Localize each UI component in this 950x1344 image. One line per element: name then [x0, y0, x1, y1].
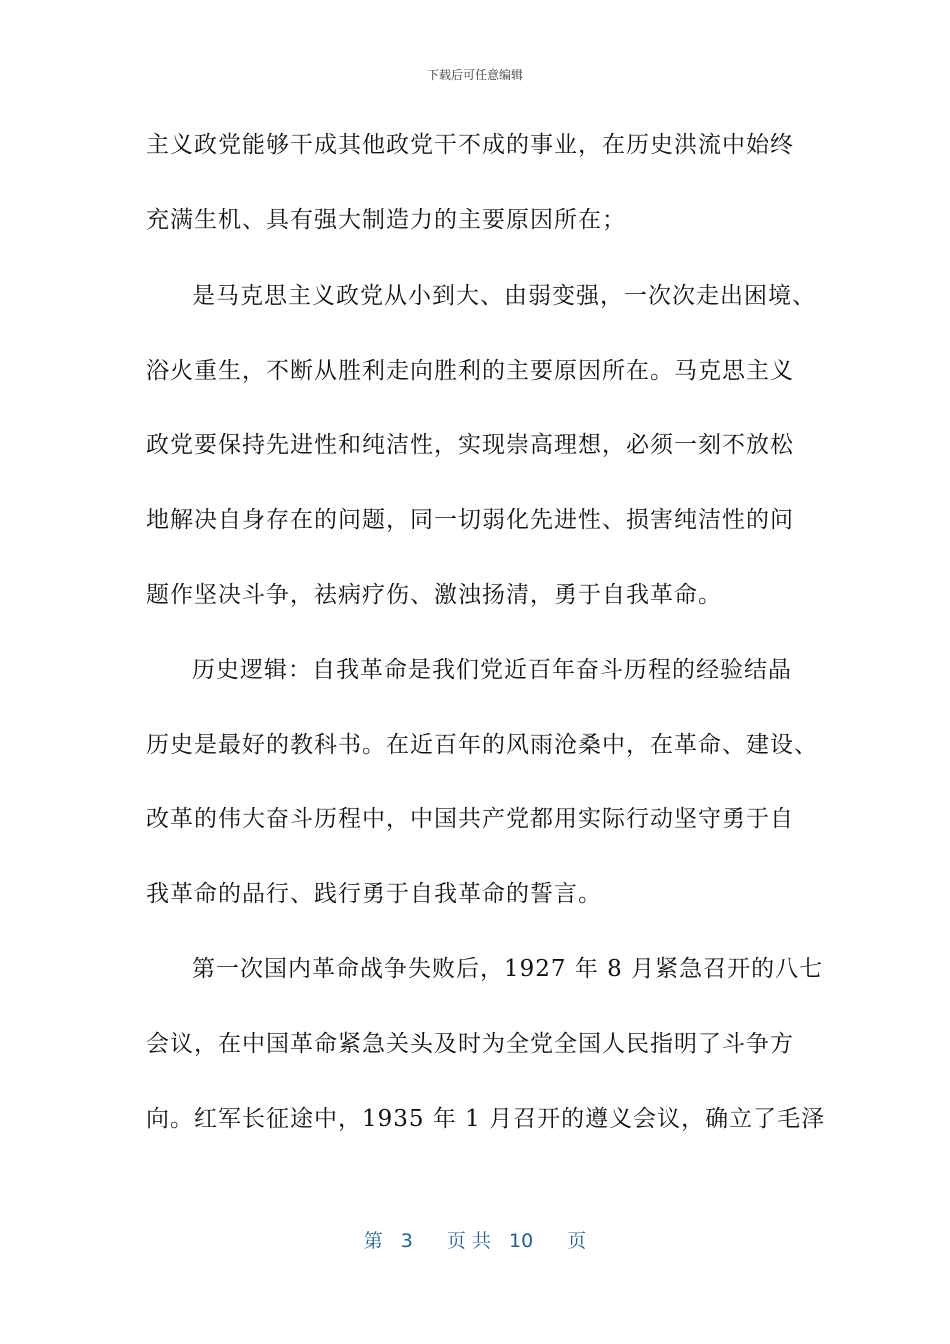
text-line: 主义政党能够干成其他政党干不成的事业，在历史洪流中始终 — [146, 132, 794, 158]
page-footer — [0, 1226, 950, 1253]
current-page-number: 3 — [400, 1230, 413, 1252]
text-line: 我革命的品行、践行勇于自我革命的誓言。 — [146, 881, 602, 907]
text-line: 政党要保持先进性和纯洁性，实现崇高理想，必须一刻不放松 — [146, 432, 794, 458]
page-header: 下载后可任意编辑 — [426, 68, 523, 82]
text-line: 改革的伟大奋斗历程中，中国共产党都用实际行动坚守勇于自 — [146, 806, 794, 832]
footer-prefix: 第 — [363, 1230, 383, 1252]
section-heading: 历史逻辑：自我革命是我们党近百年奋斗历程的经验结晶 — [192, 657, 792, 683]
footer-middle: 页 共 — [446, 1230, 491, 1252]
text-line: 充满生机、具有强大制造力的主要原因所在； — [146, 207, 626, 233]
paragraph-first-line: 第一次国内革命战争失败后，1927 年 8 月紧急召开的八七 — [192, 956, 824, 982]
text-line: 浴火重生，不断从胜利走向胜利的主要原因所在。马克思主义 — [146, 358, 794, 384]
paragraph-first-line: 是马克思主义政党从小到大、由弱变强，一次次走出困境、 — [192, 283, 816, 309]
text-line: 向。红军长征途中，1935 年 1 月召开的遵义会议，确立了毛泽 — [146, 1106, 826, 1132]
total-pages-number: 10 — [509, 1230, 534, 1252]
text-line: 会议，在中国革命紧急关头及时为全党全国人民指明了斗争方 — [146, 1031, 794, 1057]
text-line: 地解决自身存在的问题，同一切弱化先进性、损害纯洁性的问 — [146, 507, 794, 533]
text-line: 题作坚决斗争，祛病疗伤、激浊扬清，勇于自我革命。 — [146, 582, 722, 608]
text-line: 历史是最好的教科书。在近百年的风雨沧桑中，在革命、建设、 — [146, 732, 818, 758]
footer-suffix: 页 — [567, 1230, 587, 1252]
